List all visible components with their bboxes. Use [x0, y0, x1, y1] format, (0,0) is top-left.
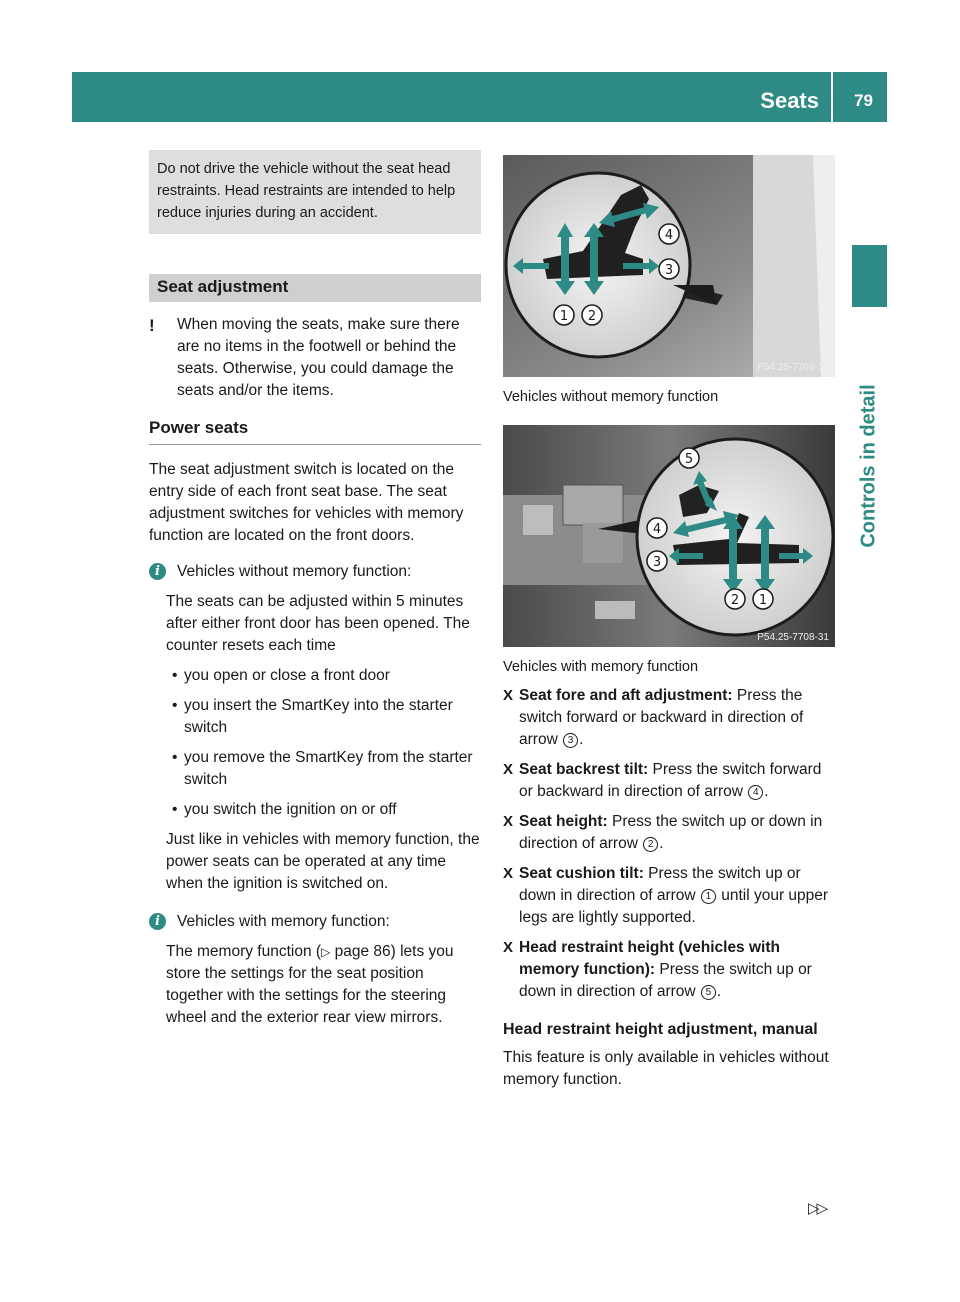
instruction-step: [503, 811, 835, 855]
image-code: P54.25-7709-31: [757, 362, 829, 373]
subheading-power-seats: Power seats: [149, 418, 481, 445]
list-item: • you insert the SmartKey into the starter switch: [149, 695, 481, 739]
step-text: Press the switch forward or backward in direction of arrow: [519, 761, 822, 800]
paragraph: The seat adjustment switch is located on the entry side of each front seat base. The seat adjustment switches for vehicles with memory function are located on the front doors.: [149, 461, 464, 544]
step-text: Press the switch up or down in direction of arrow: [519, 865, 801, 904]
info-body-a: The memory function (: [166, 943, 322, 960]
caution-note: [149, 314, 481, 402]
arrow-ref: 3: [563, 733, 578, 748]
step-marker-icon: X: [503, 687, 514, 704]
step-marker-icon: X: [503, 813, 514, 830]
photo-caption: Vehicles without memory function: [503, 389, 719, 405]
step-text-end: .: [716, 983, 722, 1000]
step-text-end: .: [659, 835, 664, 852]
section-title: Seats: [760, 88, 819, 113]
list-item: • you open or close a front door: [149, 665, 481, 687]
photo-caption: Vehicles with memory function: [503, 659, 699, 675]
image-code: P54.25-7708-31: [757, 632, 829, 643]
info-body: The seats can be adjusted within 5 minutes after either front door has been opened. The counter resets each time: [166, 593, 470, 654]
photo-seat-switch-memory: [503, 425, 835, 647]
paragraph: This feature is only available in vehicles without memory function.: [503, 1049, 829, 1088]
step-title: Seat cushion tilt:: [519, 865, 644, 882]
page-number: 79: [854, 91, 873, 110]
step-marker-icon: X: [503, 761, 514, 778]
continue-arrow-icon: ▷▷: [808, 1200, 826, 1217]
info-icon: i: [149, 563, 166, 580]
step-text: Press the switch forward or backward in direction of arrow: [519, 687, 804, 748]
step-text-end: .: [764, 783, 769, 800]
instruction-step: [503, 759, 835, 803]
header-divider: [831, 72, 833, 122]
page-ref-arrow-icon: ▷: [321, 945, 331, 959]
header-bar: [72, 72, 887, 122]
info-body-b: page 86) lets you store the settings for the seat position together with the settings for the steering wheel and the exterior rear view mirrors.: [166, 943, 454, 1026]
step-title: Seat backrest tilt:: [519, 761, 649, 778]
chapter-label-text: Controls in detail: [857, 384, 880, 548]
section-heading: Seat adjustment: [149, 274, 481, 302]
arrow-label-2: 2: [587, 309, 597, 324]
photo-seat-switch-no-memory: [503, 155, 835, 377]
left-column: [149, 150, 481, 1029]
info-head: Vehicles with memory function:: [177, 913, 390, 930]
caution-text: When moving the seats, make sure there are no items in the footwell or behind the seats. Otherwise, you could damage the seats and/or the items.: [177, 316, 460, 399]
list-item: • you switch the ignition on or off: [149, 799, 481, 821]
arrow-label-1: 1: [559, 309, 569, 324]
step-title: Seat height:: [519, 813, 608, 830]
step-text-end: until your upper legs are lightly supported.: [519, 887, 829, 926]
step-title: Seat fore and aft adjustment:: [519, 687, 733, 704]
step-text-end: .: [579, 731, 584, 748]
chapter-label: [852, 316, 887, 616]
arrow-label-4: 4: [664, 228, 674, 243]
info-body: [149, 941, 481, 1029]
instruction-step: [503, 937, 835, 1003]
arrow-label-3: 3: [664, 263, 674, 278]
step-title: Head restraint height (vehicles with memory function):: [519, 939, 780, 978]
arrow-ref: 5: [701, 985, 716, 1000]
subheading-manual-head-restraint: Head restraint height adjustment, manual: [503, 1021, 818, 1038]
exclamation-icon: !: [149, 316, 155, 335]
seat-switch-illustration: [503, 155, 835, 377]
step-marker-icon: X: [503, 865, 514, 882]
info-head: Vehicles without memory function:: [177, 563, 412, 580]
door-switch-illustration: [503, 425, 835, 647]
arrow-label-1: 1: [758, 593, 768, 608]
step-text: Press the switch up or down in direction of arrow: [519, 813, 823, 852]
arrow-label-4: 4: [652, 522, 662, 537]
step-marker-icon: X: [503, 939, 514, 956]
info-note-2: [149, 911, 481, 933]
instruction-step: [503, 685, 835, 751]
info-icon: i: [149, 913, 166, 930]
arrow-label-5: 5: [684, 452, 694, 467]
arrow-ref: 2: [643, 837, 658, 852]
chapter-tab: [852, 245, 887, 307]
arrow-ref: 1: [701, 889, 716, 904]
step-text: Press the switch up or down in direction of arrow: [519, 961, 812, 1000]
warning-box: Do not drive the vehicle without the seat head restraints. Head restraints are intended to help reduce injuries during an accident.: [149, 150, 481, 234]
instruction-step: [503, 863, 835, 929]
arrow-label-2: 2: [730, 593, 740, 608]
info-note-1: [149, 561, 481, 583]
right-column: [503, 155, 835, 1091]
info-tail: Just like in vehicles with memory function, the power seats can be operated at any time when the ignition is switched on.: [166, 831, 480, 892]
list-item: • you remove the SmartKey from the starter switch: [149, 747, 481, 791]
arrow-ref: 4: [748, 785, 763, 800]
arrow-label-3: 3: [652, 555, 662, 570]
